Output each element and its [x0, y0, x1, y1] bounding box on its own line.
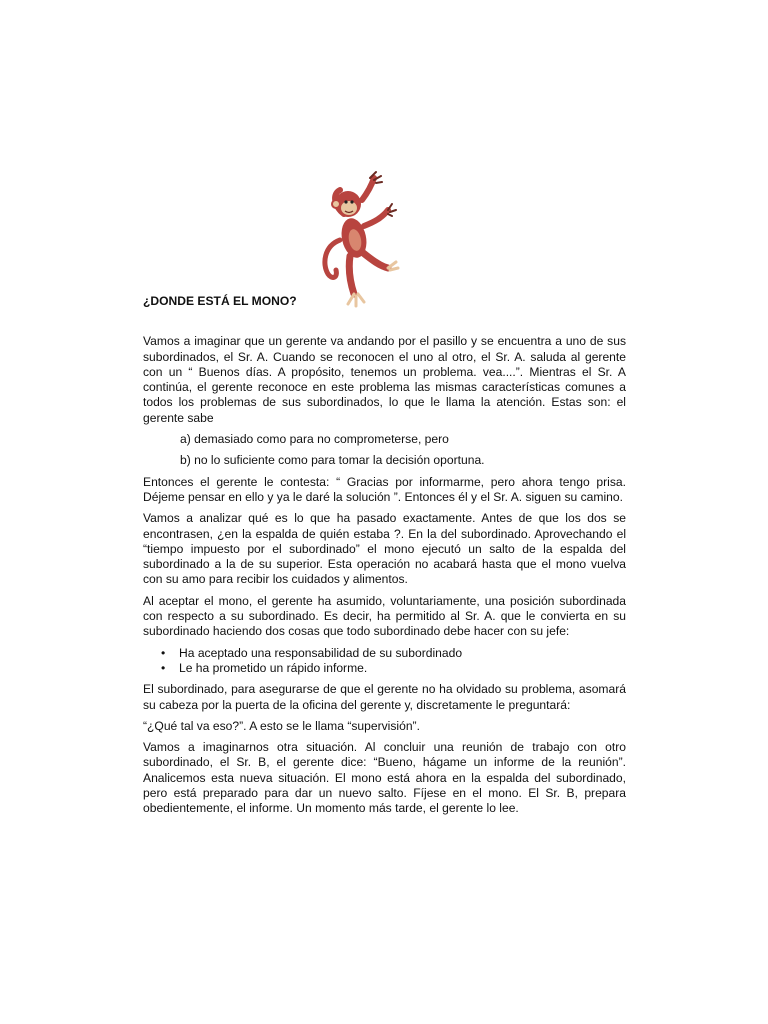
paragraph-7: Vamos a imaginarnos otra situación. Al concluir una reunión de trabajo con otro subordinado, el Sr. B, el gerente dice: “Bueno, hágame un informe de la reunión”. Analicemos esta nueva situación. El mono está ahora en la espalda del subordinado, pero está preparado para dar un nuevo salto. Fíjese en el mono. El Sr. B, prepara obedientemente, el informe. Un momento más tarde, el gerente lo lee.	[143, 740, 626, 816]
bullet-list	[143, 646, 626, 677]
list-item-b: b) no lo suficiente como para tomar la decisión oportuna.	[180, 453, 485, 468]
bullet-item: • Le ha prometido un rápido informe.	[179, 661, 626, 676]
document-body	[143, 294, 626, 823]
paragraph-5: El subordinado, para asegurarse de que el gerente no ha olvidado su problema, asomará su cabeza por la puerta de la oficina del gerente y, discretamente le preguntará:	[143, 682, 626, 712]
paragraph-2: Entonces el gerente le contesta: “ Gracias por informarme, pero ahora tengo prisa. Déjeme pensar en ello y ya le daré la solución ”. Entonces él y el Sr. A. siguen su camino.	[143, 474, 626, 504]
list-item-a: a) demasiado como para no comprometerse, pero	[180, 432, 449, 447]
paragraph-1: Vamos a imaginar que un gerente va andando por el pasillo y se encuentra a uno de sus subordinados, el Sr. A. Cuando se reconocen el uno al otro, el Sr. A. saluda al gerente con un “ Buenos días. A propósito, tenemos un problema. vea....”. Mientras el Sr. A continúa, el gerente reconoce en este problema las mismas características comunes a todos los problemas de sus subordinados, lo que le llama la atención. Estas son: el gerente sabe	[143, 334, 626, 425]
monkey-icon	[318, 170, 404, 310]
paragraph-6: “¿Qué tal va eso?”. A esto se le llama “supervisión”.	[143, 718, 420, 733]
document-title: ¿DONDE ESTÁ EL MONO?	[143, 294, 297, 308]
paragraph-4: Al aceptar el mono, el gerente ha asumido, voluntariamente, una posición subordinada con respecto a su subordinado. Es decir, ha permitido al Sr. A. que le convierta en su subordinado haciendo dos cosas que todo subordinado debe hacer con su jefe:	[143, 593, 626, 639]
bullet-item: • Ha aceptado una responsabilidad de su subordinado	[179, 646, 626, 661]
paragraph-3: Vamos a analizar qué es lo que ha pasado exactamente. Antes de que los dos se encontrasen, ¿en la espalda de quién estaba ?. En la del subordinado. Aprovechando el “tiempo impuesto por el subordinado” el mono ejecutó un salto de la espalda del subordinado a la de su superior. Esta operación no acabará hasta que el mono vuelva con su amo para recibir los cuidados y alimentos.	[143, 511, 626, 587]
